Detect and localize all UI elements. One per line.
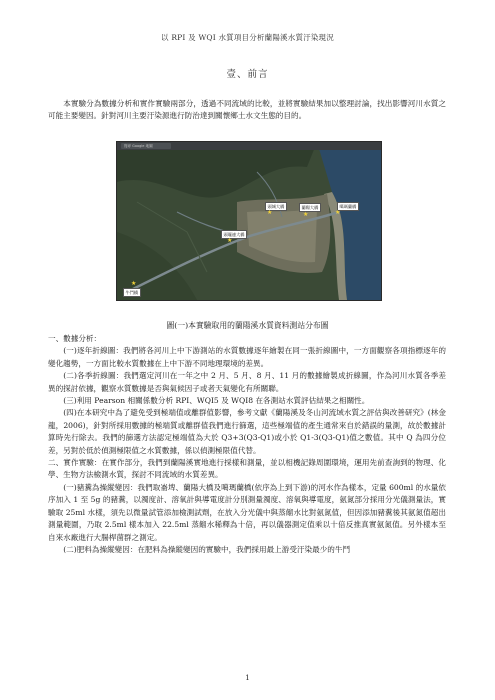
star-marker-icon[interactable]: ★ — [131, 280, 137, 287]
map-toolbar — [117, 142, 381, 150]
paragraph-yearly-line-chart: (一)逐年折線圖：我們將各河川上中下游測站的水質數據逐年繪製在同一張折線圖中，一方面觀察各項指標逐年的變化趨勢，一方面比較水質數據在上中下游不同地理環境的差異。 — [48, 346, 446, 368]
map-marker-label[interactable]: 噶瑪蘭橋 — [337, 202, 359, 211]
figure-caption: 圖(一)本實驗取用的蘭陽溪水質資料測站分布圖 — [166, 321, 329, 330]
page-number: 1 — [245, 674, 250, 682]
map-terrain — [117, 142, 381, 300]
heading-data-analysis: 一、數據分析： — [48, 334, 102, 343]
star-marker-icon[interactable]: ★ — [227, 237, 233, 244]
map-marker-label[interactable]: 頭瓏連大橋 — [221, 230, 247, 239]
paragraph-outlier-filtering: (四)在本研究中為了避免受到極端值或離群值影響，參考文獻《蘭陽溪及冬山河流域水質之評估與改善研究》(林金龍，2006)，針對所採用數據的極端質或離群值我們進行篩選，這些極端值的產生通常來自於錯誤的量測，故於數據計算時先行除去。我們的篩選方法認定極端值為大於 Q3+3(Q3-Q1)或小於 Q1-3(Q3-Q1)值之數值。其中 Q 為四分位差，另對於低於偵測極限值之水質數據，係以偵測極限值代替。 — [48, 408, 446, 455]
map-marker-label[interactable]: 蘭陽大橋 — [299, 203, 321, 212]
map-search-input[interactable]: 搜尋 Google 地圖 — [121, 143, 171, 149]
paragraph-fertilizer-variable: (二)肥料為操縱變因：在肥料為操縱變因的實驗中，我們採用最上游受汙染最少的牛鬥 — [63, 544, 351, 554]
map-marker-label[interactable]: 頭城大橋 — [265, 202, 287, 211]
map-marker-label[interactable]: 牛鬥橋 — [123, 288, 141, 297]
star-marker-icon[interactable]: ★ — [335, 209, 341, 216]
intro-paragraph: 本實驗分為數據分析和實作實驗兩部分，透過不同流域的比較，並將實驗結果加以整理討論，找出影響河川水質之可能主要變因。針對河川主要汙染源進行防治達到關懷鄉土水文生態的目的。 — [48, 99, 446, 121]
paragraph-manure-variable: (一)豬糞為操縱變因：我們取崙埤、蘭陽大橋及噶瑪蘭橋(依序為上到下游)的河水作為樣本，定量 600ml 的水量依序加入 1 至 5g 的豬糞，以濁度計、溶氧計與導電度計分別測量濁度、溶氧與導電度，氨氮部分採用分光儀測量法，實驗取 25ml 水樣，須先以微量試管添加檢測試劑，在放入分光儀中與蒸餾水比對氨氮值，但因添加豬糞後其氨氮值超出測量範圍，乃取 2.5ml 樣本加入 22.5ml 蒸餾水稀釋為十倍，再以儀器測定值乘以十倍反推真實氨氮值。另外樣本至自來水廠進行大腸桿菌群之測定。 — [48, 482, 446, 542]
paragraph-seasonal-line-chart: (二)各季折線圖：我們選定河川在一年之中 2 月、5 月、8 月、11 月的數據繪製成折線圖，作為河川水質各季差異的探討依據，觀察水質數據是否與氣候因子或者天氣變化有所關聯。 — [48, 371, 446, 393]
methods-section — [48, 333, 446, 556]
star-marker-icon[interactable]: ★ — [267, 209, 273, 216]
paragraph-pearson-correlation: (三)利用 Pearson 相關係數分析 RPI、WQI5 及 WQI8 在各測站水質評估結果之相關性。 — [63, 396, 370, 406]
star-marker-icon[interactable]: ★ — [303, 211, 309, 218]
heading-field-experiment: 二、實作實驗：在實作部分，我們到蘭陽溪實地進行採樣和測量，並以相機記錄周圍環境，運用先前查詢到的物理、化學、生物方法檢測水質，探討不同流域的水質差異。 — [48, 458, 446, 480]
section-title: 壹、前言 — [226, 69, 269, 80]
station-map[interactable] — [116, 141, 382, 301]
running-header: 以 RPI 及 WQI 水質項目分析蘭陽溪水質汙染現況 — [161, 33, 334, 42]
